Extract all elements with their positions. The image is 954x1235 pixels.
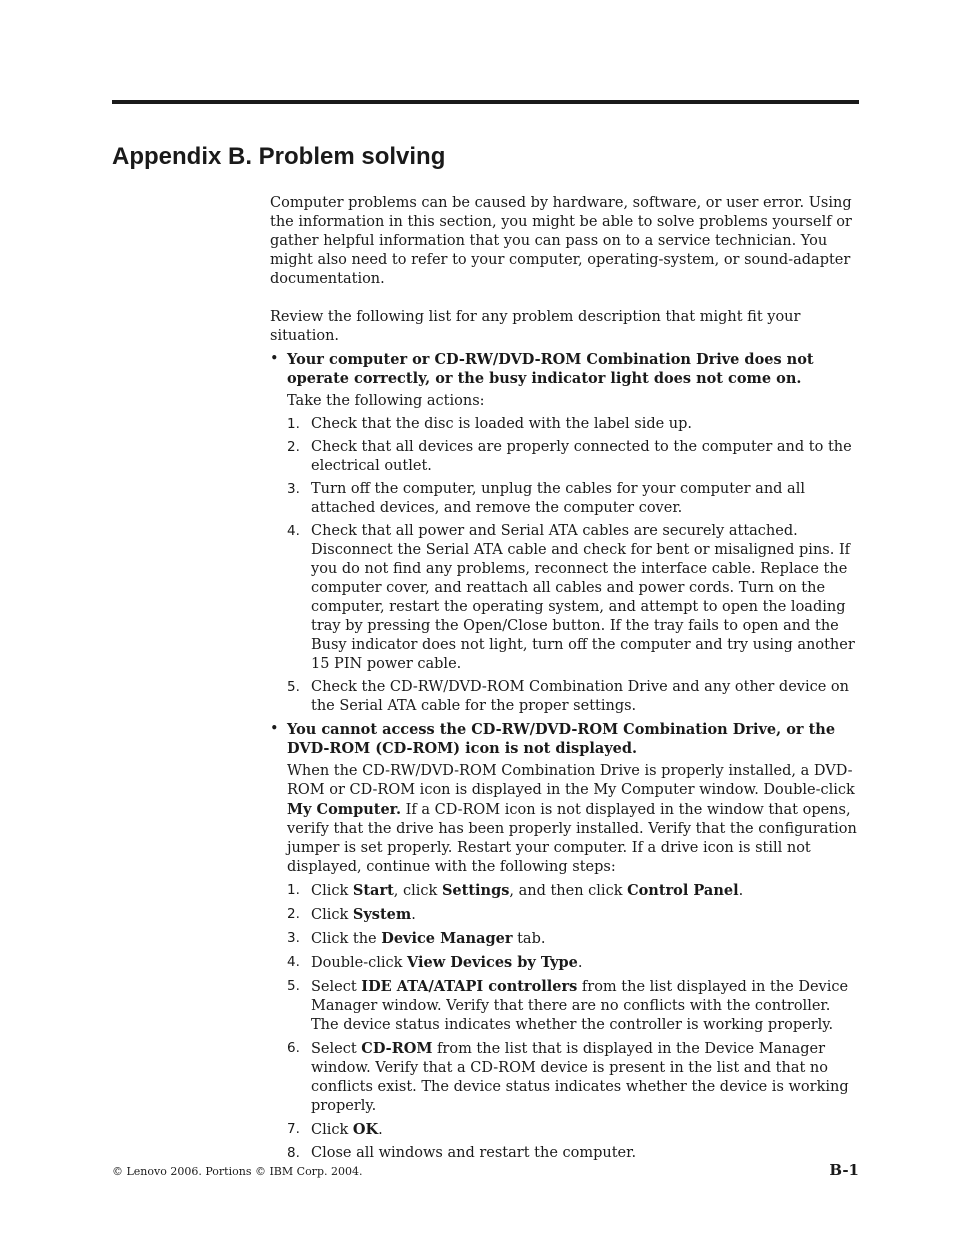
step-number: 2. bbox=[287, 906, 300, 922]
step-number: 4. bbox=[287, 523, 300, 539]
problem-item bbox=[270, 720, 860, 1163]
step-number: 5. bbox=[287, 679, 300, 695]
steps-list bbox=[287, 415, 860, 716]
page-title: Appendix B. Problem solving bbox=[112, 143, 446, 170]
main-content bbox=[270, 194, 860, 1167]
step-number: 1. bbox=[287, 416, 300, 432]
step-item: 8. Close all windows and restart the computer. bbox=[287, 1145, 637, 1161]
step-number: 4. bbox=[287, 954, 300, 970]
step-number: 2. bbox=[287, 439, 300, 455]
step-number: 3. bbox=[287, 930, 300, 946]
problem-lead: When the CD-RW/DVD-ROM Combination Drive is properly installed, a DVD-ROM or CD-ROM icon is displayed in the My Computer window. Double-click My Computer. If a CD-ROM icon is not displayed in the window that opens, verify that the drive has been properly installed. Verify that the configuration jumper is set properly. Restart your computer. If a drive icon is still not displayed, continue with the following steps: bbox=[287, 763, 857, 875]
problem-heading: You cannot access the CD-RW/DVD-ROM Combination Drive, or the DVD-ROM (CD-ROM) icon is not displayed. bbox=[287, 721, 836, 757]
step-number: 8. bbox=[287, 1145, 300, 1161]
step-number: 7. bbox=[287, 1121, 300, 1137]
step-number: 5. bbox=[287, 978, 300, 994]
step-item: 5. Select IDE ATA/ATAPI controllers from the list displayed in the Device Manager window. Verify that there are no conflicts with the controller. The device status indicates whether the controller is working properly. bbox=[287, 978, 849, 1033]
problem-heading: Your computer or CD-RW/DVD-ROM Combination Drive does not operate correctly, or the busy indicator light does not come on. bbox=[287, 351, 814, 387]
step-text: Turn off the computer, unplug the cables for your computer and all attached devices, and remove the computer cover. bbox=[311, 481, 805, 516]
step-item: 1. Click Start, click Settings, and then click Control Panel. bbox=[287, 882, 744, 899]
step-number: 6. bbox=[287, 1040, 300, 1056]
intro-paragraph: Computer problems can be caused by hardware, software, or user error. Using the information in this section, you might be able to solve problems yourself or gather helpful information that you can pass on to a service technician. You might also need to refer to your computer, operating-system, or sound-adapter documentation. bbox=[270, 195, 852, 287]
problem-lead: Take the following actions: bbox=[287, 393, 485, 409]
step-item bbox=[287, 678, 860, 716]
steps-list bbox=[287, 881, 860, 1163]
problem-item bbox=[270, 350, 860, 716]
step-item: 7. Click OK. bbox=[287, 1121, 383, 1138]
step-item: 4. Double-click View Devices by Type. bbox=[287, 954, 583, 971]
step-item: 2. Click System. bbox=[287, 906, 416, 923]
step-item: 3. Click the Device Manager tab. bbox=[287, 930, 546, 947]
step-text: Check that the disc is loaded with the label side up. bbox=[311, 416, 693, 432]
step-text: Check that all power and Serial ATA cables are securely attached. Disconnect the Serial ATA cable and check for bent or misaligned pins. If you do not find any problems, reconnect the interface cable. Replace the computer cover, and reattach all cables and power cords. Turn on the computer, restart the operating system, and attempt to open the loading tray by pressing the Open/Close button. If the tray fails to open and the Busy indicator does not light, turn off the computer and try using another 15 PIN power cable. bbox=[311, 523, 855, 672]
step-item bbox=[287, 415, 860, 434]
step-number: 3. bbox=[287, 481, 300, 497]
step-item bbox=[287, 438, 860, 476]
review-paragraph: Review the following list for any problem description that might fit your situation. bbox=[270, 309, 801, 344]
step-item bbox=[287, 522, 860, 674]
step-text: Check the CD-RW/DVD-ROM Combination Drive and any other device on the Serial ATA cable for the proper settings. bbox=[311, 679, 850, 714]
header-rule bbox=[112, 100, 859, 104]
bullet-icon: • bbox=[270, 351, 279, 367]
step-text: Check that all devices are properly connected to the computer and to the electrical outlet. bbox=[311, 439, 852, 474]
step-item bbox=[287, 480, 860, 518]
step-item: 6. Select CD-ROM from the list that is displayed in the Device Manager window. Verify that a CD-ROM device is present in the list and that no conflicts exist. The device status indicates whether the device is working properly. bbox=[287, 1040, 849, 1114]
page-number: B-1 bbox=[829, 1161, 859, 1179]
step-number: 1. bbox=[287, 882, 300, 898]
footer-copyright: © Lenovo 2006. Portions © IBM Corp. 2004. bbox=[112, 1165, 363, 1178]
bullet-icon: • bbox=[270, 721, 279, 737]
